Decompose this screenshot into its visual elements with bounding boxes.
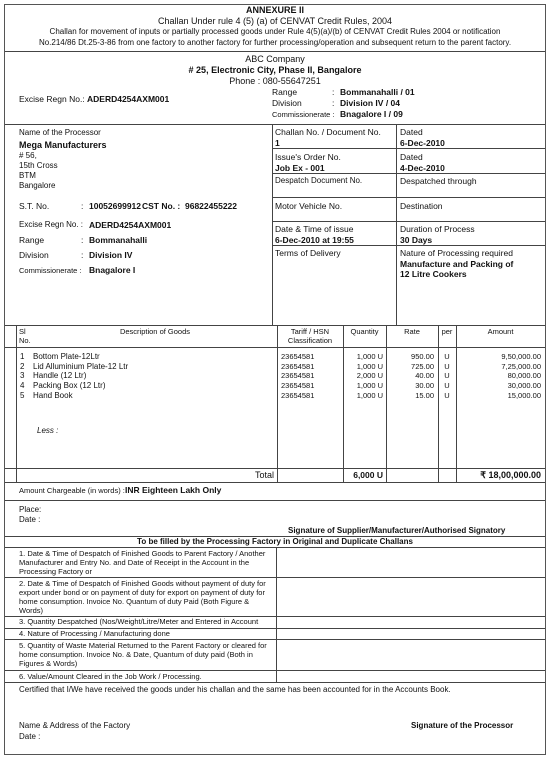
table-cell: 23654581 [281, 390, 315, 400]
challan-dated-value: 6-Dec-2010 [400, 138, 445, 148]
divider [5, 51, 545, 52]
table-column-description [33, 352, 128, 401]
company-division-value: Division IV / 04 [340, 98, 400, 108]
company-division-label: Division [272, 98, 302, 108]
col-header-sl: Sl [19, 327, 26, 336]
table-cell: 9,50,000.00 [501, 352, 541, 361]
st-no-sep: : [81, 201, 84, 211]
processor-commissionerate-value: Bnagalore I [89, 265, 136, 275]
divider [343, 325, 344, 483]
place-label: Place: [19, 505, 42, 514]
processor-heading: Name of the Processor [19, 128, 101, 137]
processor-name: Mega Manufacturers [19, 140, 107, 150]
date-label: Date : [19, 515, 41, 524]
company-division-sep: : [332, 98, 335, 108]
processing-item-1: 1. Date & Time of Despatch of Finished Goods to Parent Factory / Another Manufacturer and Entry No. and Date of Receipt in the Account in the Processing Factory or [19, 549, 266, 576]
company-range-value: Bommanahalli / 01 [340, 87, 415, 97]
processor-range-label: Range [19, 235, 45, 245]
processor-address-line3: BTM [19, 171, 36, 180]
table-cell: U [444, 390, 450, 400]
divider [386, 325, 387, 483]
table-cell: 23654581 [281, 361, 315, 371]
terms-of-delivery-label: Terms of Delivery [275, 248, 341, 258]
divider [5, 547, 545, 548]
nature-label: Nature of Processing required [400, 248, 513, 258]
divider [5, 577, 545, 578]
table-cell: 40.00 [415, 371, 434, 381]
challan-description-line1: Challan for movement of inputs or partially processed goods under Rule 4(5)(a)/(b) of CENVAT Credit Rules 2004 or notification [49, 27, 501, 36]
table-cell: 23654581 [281, 381, 315, 391]
col-header-amount: Amount [487, 327, 514, 336]
amount-words-label: Amount Chargeable (in words) : [19, 486, 125, 495]
st-no-label: S.T. No. [19, 201, 50, 211]
duration-label: Duration of Process [400, 224, 475, 234]
despatch-doc-label: Despatch Document No. [275, 176, 363, 185]
table-cell: 725.00 [411, 361, 434, 371]
total-label: Total [255, 470, 275, 480]
table-column-rate [386, 352, 434, 401]
col-header-classification: Classification [287, 336, 333, 345]
table-cell: U [444, 381, 450, 391]
table-cell: 5 [20, 390, 25, 400]
order-dated-label: Dated [400, 152, 423, 162]
divider [277, 325, 278, 483]
divider [5, 500, 545, 501]
processor-address-line2: 15th Cross [19, 161, 58, 170]
table-cell: 23654581 [281, 371, 315, 381]
factory-label: Name & Address of the Factory [19, 721, 131, 730]
amount-words-value: INR Eighteen Lakh Only [125, 485, 222, 495]
processor-range-sep: : [81, 235, 84, 245]
annexure-title: ANNEXURE II [245, 5, 304, 15]
challan-subtitle: Challan Under rule 4 (5) (a) of CENVAT Credit Rules, 2004 [157, 16, 393, 26]
divider [5, 468, 545, 469]
processor-division-sep: : [81, 250, 84, 260]
processor-excise-value: ADERD4254AXM001 [89, 220, 172, 230]
divider [456, 325, 457, 483]
table-cell: 30.00 [415, 381, 434, 391]
order-no-value: Job Ex - 001 [275, 163, 325, 173]
divider [396, 124, 397, 325]
challan-dated-label: Dated [400, 127, 423, 137]
table-column-quantity [343, 352, 383, 401]
table-column-tariff [281, 352, 314, 401]
divider [272, 173, 545, 174]
table-cell: 15,000.00 [507, 390, 541, 400]
divider [5, 124, 545, 125]
processor-range-value: Bommanahalli [89, 235, 148, 245]
col-header-quantity: Quantity [350, 327, 379, 336]
table-cell: Handle (12 Ltr) [33, 371, 87, 381]
divider [272, 148, 545, 149]
table-cell: 3 [20, 371, 25, 381]
table-column-per [438, 352, 456, 401]
processor-division-value: Division IV [89, 250, 133, 260]
table-cell: 80,000.00 [507, 371, 541, 381]
table-cell: 1,000 U [356, 361, 383, 371]
col-header-rate: Rate [404, 327, 420, 336]
nature-value-line2: 12 Litre Cookers [400, 269, 467, 279]
table-cell: 1,000 U [356, 390, 383, 400]
processor-signature: Signature of the Processor [411, 721, 514, 730]
duration-value: 30 Days [400, 235, 433, 245]
processing-item-5: 5. Quantity of Waste Material Returned to the Parent Factory or cleared for home consumption. Invoice No. & Date, Quantum of duty paid (Both in Figures & Words) [19, 641, 267, 668]
table-column-amount [456, 352, 541, 401]
divider [16, 325, 17, 483]
divider [276, 547, 277, 682]
divider [438, 325, 439, 483]
table-cell: 7,25,000.00 [501, 361, 541, 371]
table-cell: U [444, 352, 450, 361]
company-commissionerate-value: Bnagalore I / 09 [340, 109, 403, 119]
divider [5, 347, 545, 348]
company-commissionerate-label: Commissionerate : [272, 110, 335, 119]
destination-label: Destination [400, 201, 443, 211]
order-dated-value: 4-Dec-2010 [400, 163, 445, 173]
excise-regn-label: Excise Regn No.: [19, 94, 85, 104]
divider [272, 124, 273, 325]
processing-item-2: 2. Date & Time of Despatch of Finished Goods without payment of duty for export under bond or on payment of duty for export on payment of duty for home consumption. Invoice No. Quantum of duty Paid (Both Figure & Words) [19, 579, 266, 615]
divider [272, 197, 545, 198]
table-cell: 1 [20, 352, 25, 361]
issue-time-label: Date & Time of issue [275, 224, 354, 234]
table-cell: 2 [20, 361, 25, 371]
table-cell: 950.00 [411, 352, 434, 361]
processing-item-3: 3. Quantity Despatched (Nos/Weight/Litre/Meter and Entered in Account [19, 617, 259, 626]
table-cell: Packing Box (12 Ltr) [33, 381, 106, 391]
total-quantity: 6,000 U [353, 470, 383, 480]
processing-heading: To be filled by the Processing Factory in Original and Duplicate Challans [137, 537, 413, 546]
challan-document [4, 4, 546, 755]
divider [5, 682, 545, 683]
company-phone: Phone : 080-55647251 [229, 76, 321, 86]
table-cell: 23654581 [281, 352, 315, 361]
cst-no-label: CST No. : [142, 201, 181, 211]
company-range-label: Range [272, 87, 298, 97]
divider [5, 639, 545, 640]
col-header-no: No. [19, 336, 31, 345]
issue-time-value: 6-Dec-2010 at 19:55 [275, 235, 354, 245]
table-cell: 2,000 U [356, 371, 383, 381]
excise-regn-value: ADERD4254AXM001 [87, 94, 170, 104]
processing-item-4: 4. Nature of Processing / Manufacturing done [19, 629, 170, 638]
despatched-through-label: Despatched through [400, 176, 477, 186]
company-name: ABC Company [245, 54, 305, 64]
col-header-tariff: Tariff / HSN [290, 327, 330, 336]
order-no-label: Issue's Order No. [275, 152, 341, 162]
table-cell: U [444, 371, 450, 381]
divider [5, 325, 545, 326]
table-cell: U [444, 361, 450, 371]
certified-statement: Certified that I/We have received the goods under his challan and the same has been accounted for in the Accounts Book. [19, 685, 451, 694]
divider [272, 221, 545, 222]
table-cell: Lid Alluminium Plate-12 Ltr [33, 361, 129, 371]
processor-address-line1: # 56, [19, 151, 37, 160]
supplier-signature: Signature of Supplier/Manufacturer/Authorised Signatory [288, 526, 506, 535]
divider [5, 670, 545, 671]
company-address: # 25, Electronic City, Phase II, Bangalore [188, 65, 362, 75]
challan-no-label: Challan No. / Document No. [275, 127, 381, 137]
footer-date-label: Date : [19, 732, 41, 741]
table-cell: 30,000.00 [507, 381, 541, 391]
processing-item-6: 6. Value/Amount Cleared in the Job Work / Processing. [19, 672, 202, 681]
st-no-value: 10052699912 [89, 201, 142, 211]
motor-vehicle-label: Motor Vehicle No. [275, 201, 343, 211]
table-cell: 4 [20, 381, 25, 391]
challan-no-value: 1 [275, 138, 280, 148]
nature-value-line1: Manufacture and Packing of [400, 259, 514, 269]
cst-no-value: 96822455222 [185, 201, 238, 211]
col-header-per: per [441, 327, 453, 336]
table-cell: 1,000 U [356, 381, 383, 391]
challan-description-line2: No.214/86 Dt.25-3-86 from one factory to another factory for further processing/operation and subsequent return to the parent factory. [38, 38, 512, 47]
company-range-sep: : [332, 87, 335, 97]
table-cell: 1,000 U [356, 352, 383, 361]
divider [5, 482, 545, 483]
divider [272, 245, 545, 246]
processor-address-line4: Bangalore [19, 181, 56, 190]
table-cell: Hand Book [33, 390, 73, 400]
col-header-description: Description of Goods [119, 327, 191, 336]
processor-commissionerate-label: Commissionerate : [19, 266, 82, 275]
processor-division-label: Division [19, 250, 49, 260]
table-cell: 15.00 [415, 390, 434, 400]
processor-excise-label: Excise Regn No. : [19, 220, 84, 229]
table-column-sl [20, 352, 24, 401]
table-cell: Bottom Plate-12Ltr [33, 352, 100, 361]
total-amount: ₹ 18,00,000.00 [480, 470, 541, 480]
less-label: Less : [37, 426, 59, 435]
